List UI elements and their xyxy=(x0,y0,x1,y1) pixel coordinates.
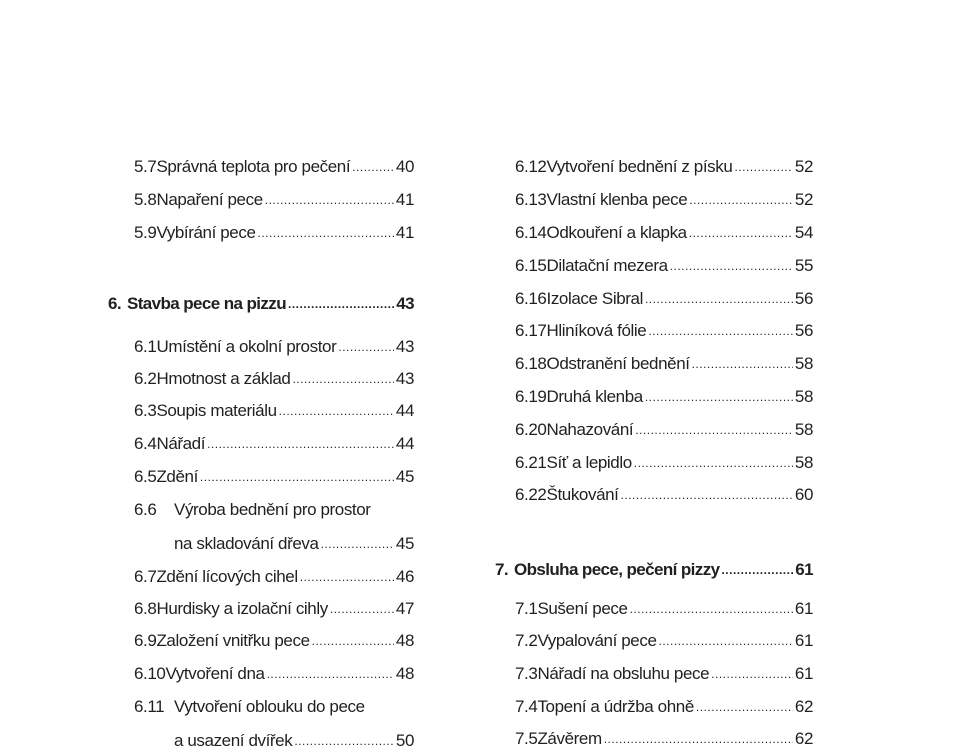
entry-title: Zdění xyxy=(156,467,198,486)
entry-page: 50 xyxy=(395,731,414,750)
toc-entry-6-2[interactable] xyxy=(134,368,414,391)
dot-leader xyxy=(288,293,394,315)
entry-title: Izolace Sibral xyxy=(546,289,643,308)
entry-title: Napaření pece xyxy=(156,190,263,209)
entry-page: 58 xyxy=(794,420,813,439)
toc-entry-6-1[interactable] xyxy=(134,336,414,359)
entry-page: 56 xyxy=(794,321,813,340)
entry-page: 44 xyxy=(395,401,414,420)
entry-title: Výroba bednění pro prostor xyxy=(174,500,371,519)
toc-entry-7-4[interactable] xyxy=(515,696,813,719)
toc-entry-5-7[interactable] xyxy=(134,156,414,179)
entry-number: 6.6 xyxy=(134,500,157,519)
entry-page: 55 xyxy=(794,256,813,275)
entry-number: 6.16 xyxy=(515,289,547,308)
entry-title: Dilatační mezera xyxy=(546,256,668,275)
toc-entry-7-2[interactable] xyxy=(515,630,813,653)
dot-leader xyxy=(604,728,793,750)
entry-title: Správná teplota pro pečení xyxy=(156,157,351,176)
entry-page: 52 xyxy=(794,190,813,209)
toc-entry-6-11[interactable] xyxy=(134,696,414,718)
entry-title: Nářadí na obsluhu pece xyxy=(537,664,710,683)
entry-title: Vybírání pece xyxy=(156,223,256,242)
entry-title: Založení vnitřku pece xyxy=(156,631,310,650)
entry-title: Druhá klenba xyxy=(546,387,643,406)
section-title: Obsluha pece, pečení pizzy xyxy=(513,560,720,579)
dot-leader xyxy=(338,336,394,358)
toc-entry-6-6[interactable] xyxy=(134,499,414,521)
dot-leader xyxy=(279,400,394,422)
entry-title: Umístění a okolní prostor xyxy=(156,337,337,356)
entry-page: 58 xyxy=(794,354,813,373)
entry-page: 60 xyxy=(794,485,813,504)
entry-title: Vytvoření bednění z písku xyxy=(546,157,733,176)
entry-page: 43 xyxy=(395,337,414,356)
dot-leader xyxy=(659,630,793,652)
entry-page: 62 xyxy=(794,729,813,748)
entry-number: 5.7 xyxy=(134,157,157,176)
entry-title: Nářadí xyxy=(156,434,206,453)
entry-number: 5.9 xyxy=(134,223,157,242)
toc-entry-7-5[interactable] xyxy=(515,728,813,751)
dot-leader xyxy=(292,368,393,390)
dot-leader xyxy=(670,255,793,277)
entry-number: 6.17 xyxy=(515,321,547,340)
entry-number: 6.9 xyxy=(134,631,157,650)
dot-leader xyxy=(696,696,793,718)
entry-page: 44 xyxy=(395,434,414,453)
entry-number: 6.11 xyxy=(134,697,165,716)
dot-leader xyxy=(321,533,394,555)
entry-title-continued: a usazení dvířek xyxy=(174,731,293,750)
entry-number: 6.21 xyxy=(515,453,547,472)
section-page: 43 xyxy=(396,294,414,313)
dot-leader xyxy=(312,630,394,652)
entry-number: 6.12 xyxy=(515,157,547,176)
toc-entry-6-21[interactable] xyxy=(515,452,813,475)
dot-leader xyxy=(621,484,793,506)
entry-number: 6.10 xyxy=(134,664,166,683)
dot-leader xyxy=(352,156,394,178)
toc-entry-6-15[interactable] xyxy=(515,255,813,278)
entry-page: 43 xyxy=(395,369,414,388)
entry-page: 52 xyxy=(794,157,813,176)
section-page: 61 xyxy=(795,560,813,579)
toc-entry-6-16[interactable] xyxy=(515,288,813,311)
toc-entry-6-12[interactable] xyxy=(515,156,813,179)
toc-entry-6-5[interactable] xyxy=(134,466,414,489)
entry-page: 58 xyxy=(794,453,813,472)
dot-leader xyxy=(200,466,394,488)
entry-page: 41 xyxy=(395,190,414,209)
entry-number: 7.2 xyxy=(515,631,538,650)
entry-page: 41 xyxy=(395,223,414,242)
entry-number: 7.4 xyxy=(515,697,538,716)
entry-title: Vytvoření oblouku do pece xyxy=(174,697,365,716)
entry-page: 61 xyxy=(794,631,813,650)
entry-title-continued: na skladování dřeva xyxy=(174,534,319,553)
entry-title: Vytvoření dna xyxy=(165,664,265,683)
dot-leader xyxy=(635,419,793,441)
toc-entry-6-22[interactable] xyxy=(515,484,813,507)
entry-page: 56 xyxy=(794,289,813,308)
toc-entry-6-6-continued[interactable] xyxy=(174,533,414,556)
entry-number: 6.13 xyxy=(515,190,547,209)
entry-page: 40 xyxy=(395,157,414,176)
toc-entry-6-9[interactable] xyxy=(134,630,414,653)
dot-leader xyxy=(734,156,792,178)
entry-page: 46 xyxy=(395,567,414,586)
entry-title: Zdění lícových cihel xyxy=(156,567,298,586)
dot-leader xyxy=(630,598,793,620)
entry-number: 6.4 xyxy=(134,434,157,453)
entry-title: Vlastní klenba pece xyxy=(546,190,688,209)
entry-title: Nahazování xyxy=(546,420,634,439)
entry-number: 6.18 xyxy=(515,354,547,373)
toc-entry-6-17[interactable] xyxy=(515,320,813,343)
dot-leader xyxy=(721,559,793,581)
entry-title: Hurdisky a izolační cihly xyxy=(156,599,328,618)
entry-title: Soupis materiálu xyxy=(156,401,277,420)
entry-page: 62 xyxy=(794,697,813,716)
entry-title: Odkouření a klapka xyxy=(546,223,687,242)
toc-section-6[interactable] xyxy=(108,293,414,316)
toc-entry-5-8[interactable] xyxy=(134,189,414,212)
entry-number: 6.19 xyxy=(515,387,547,406)
toc-entry-5-9[interactable] xyxy=(134,222,414,245)
toc-entry-7-1[interactable] xyxy=(515,598,813,621)
toc-entry-6-18[interactable] xyxy=(515,353,813,376)
entry-number: 6.22 xyxy=(515,485,547,504)
entry-number: 6.14 xyxy=(515,223,547,242)
entry-page: 48 xyxy=(395,631,414,650)
toc-entry-6-8[interactable] xyxy=(134,598,414,621)
dot-leader xyxy=(300,566,394,588)
entry-title: Topení a údržba ohně xyxy=(537,697,694,716)
entry-title: Odstranění bednění xyxy=(546,354,690,373)
toc-entry-7-3[interactable] xyxy=(515,663,813,686)
entry-title: Závěrem xyxy=(537,729,602,748)
entry-number: 7.3 xyxy=(515,664,538,683)
entry-number: 6.5 xyxy=(134,467,157,486)
section-number: 6. xyxy=(108,294,121,313)
entry-title: Hmotnost a základ xyxy=(156,369,291,388)
dot-leader xyxy=(711,663,793,685)
dot-leader xyxy=(267,663,394,685)
toc-entry-6-3[interactable] xyxy=(134,400,414,423)
entry-number: 6.20 xyxy=(515,420,547,439)
entry-number: 6.7 xyxy=(134,567,157,586)
entry-page: 58 xyxy=(794,387,813,406)
toc-entry-6-10[interactable] xyxy=(134,663,414,686)
entry-number: 6.1 xyxy=(134,337,157,356)
dot-leader xyxy=(645,288,793,310)
dot-leader xyxy=(207,433,394,455)
entry-title: Sušení pece xyxy=(537,599,628,618)
dot-leader xyxy=(689,189,793,211)
entry-page: 54 xyxy=(794,223,813,242)
toc-entry-6-13[interactable] xyxy=(515,189,813,212)
entry-title: Štukování xyxy=(546,485,619,504)
entry-page: 61 xyxy=(794,599,813,618)
dot-leader xyxy=(689,222,793,244)
toc-entry-6-20[interactable] xyxy=(515,419,813,442)
entry-page: 45 xyxy=(395,534,414,553)
entry-page: 47 xyxy=(395,599,414,618)
entry-number: 5.8 xyxy=(134,190,157,209)
dot-leader xyxy=(265,189,394,211)
dot-leader xyxy=(634,452,793,474)
toc-entry-6-4[interactable] xyxy=(134,433,414,456)
entry-title: Hliníková fólie xyxy=(546,321,647,340)
toc-entry-6-14[interactable] xyxy=(515,222,813,245)
entry-number: 7.5 xyxy=(515,729,538,748)
dot-leader xyxy=(330,598,394,620)
entry-page: 45 xyxy=(395,467,414,486)
entry-number: 6.2 xyxy=(134,369,157,388)
dot-leader xyxy=(692,353,793,375)
section-title: Stavba pece na pizzu xyxy=(126,294,286,313)
dot-leader xyxy=(645,386,793,408)
entry-number: 6.3 xyxy=(134,401,157,420)
entry-number: 7.1 xyxy=(515,599,538,618)
entry-number: 6.8 xyxy=(134,599,157,618)
toc-entry-6-11-continued[interactable] xyxy=(174,730,414,753)
toc-entry-6-7[interactable] xyxy=(134,566,414,589)
dot-leader xyxy=(258,222,394,244)
entry-number: 6.15 xyxy=(515,256,547,275)
toc-section-7[interactable] xyxy=(495,559,813,582)
entry-page: 48 xyxy=(395,664,414,683)
toc-entry-6-19[interactable] xyxy=(515,386,813,409)
dot-leader xyxy=(648,320,793,342)
entry-title: Síť a lepidlo xyxy=(546,453,632,472)
entry-page: 61 xyxy=(794,664,813,683)
section-number: 7. xyxy=(495,560,508,579)
entry-title: Vypalování pece xyxy=(537,631,657,650)
